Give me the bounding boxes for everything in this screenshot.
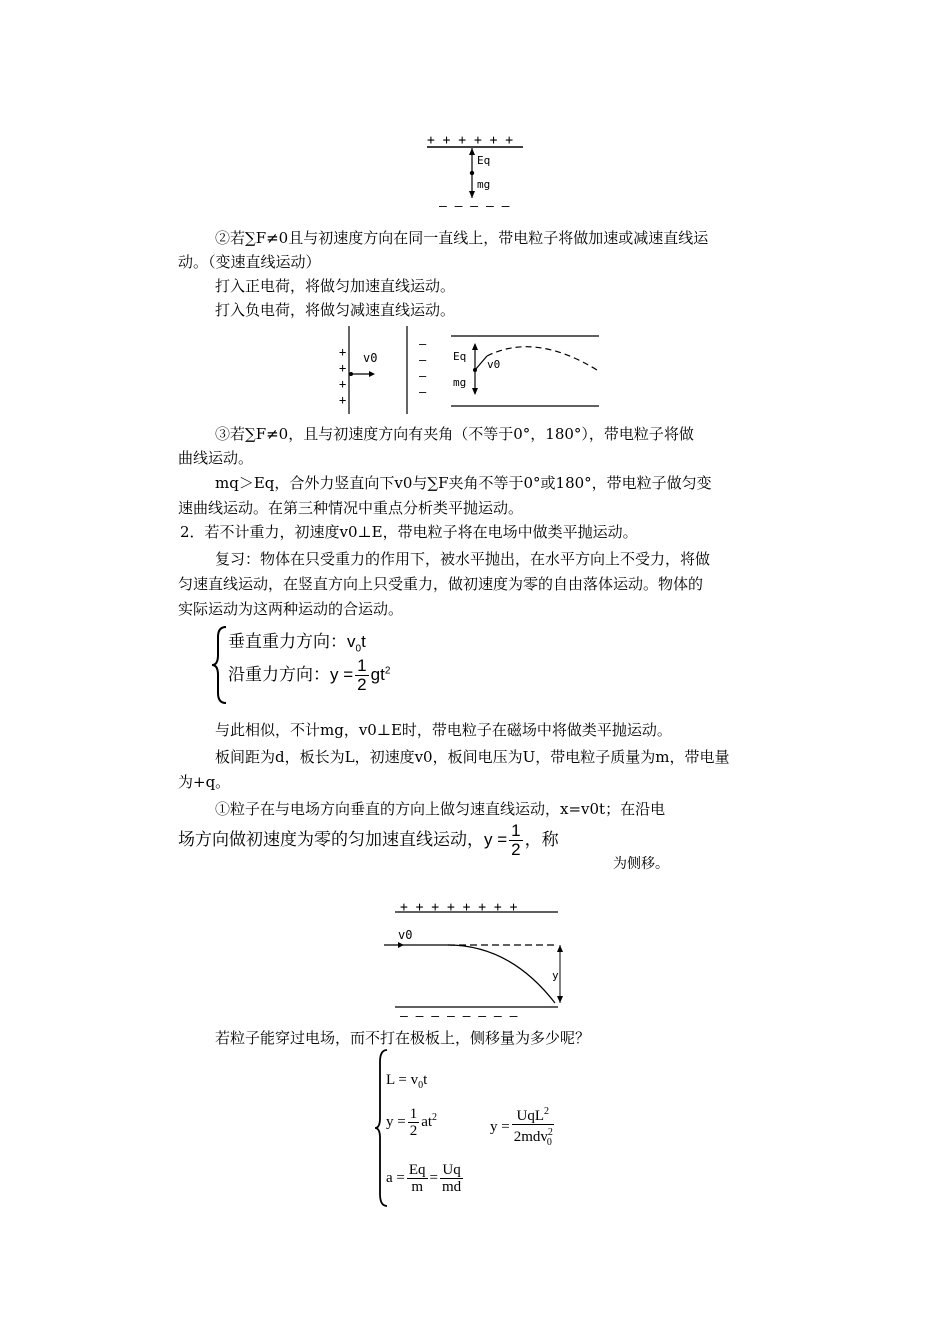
fig3-y-label: y bbox=[552, 969, 559, 982]
figure-accel-and-curve bbox=[335, 322, 615, 418]
para-params-line1: 板间距为d，板长为L，初速度v0，板间电压为U，带电粒子质量为m，带电量 bbox=[215, 748, 730, 766]
sys-res-den-sup: 2 bbox=[547, 1127, 553, 1138]
fig2-plus-3: + bbox=[339, 377, 347, 391]
sys-line-a bbox=[386, 1162, 465, 1195]
sys-res-num-sup: 2 bbox=[544, 1106, 550, 1117]
para-case2-line1: ②若∑F≠0且与初速度方向在同一直线上，带电粒子将做加速或减速直线运 bbox=[215, 229, 709, 247]
para-item2: 2．若不计重力，初速度v0⊥E，带电粒子将在电场中做类平抛运动。 bbox=[180, 523, 638, 541]
para-vertical-motion bbox=[178, 822, 559, 859]
para-review-line2: 匀速直线运动，在竖直方向上只受重力，做初速度为零的自由落体运动。物体的 bbox=[178, 575, 704, 593]
eq1-sub: 0 bbox=[355, 643, 362, 655]
equation-vertical bbox=[228, 657, 390, 694]
eq1-line1-text: 垂直重力方向： bbox=[228, 632, 347, 651]
equation-horizontal bbox=[228, 627, 366, 654]
para-question: 若粒子能穿过电场，而不打在极板上，侧移量为多少呢？ bbox=[215, 1029, 591, 1047]
eq1-num: 1 bbox=[357, 656, 367, 675]
sys-l1-t: t bbox=[423, 1072, 428, 1088]
fig2-eq-label: Eq bbox=[453, 350, 467, 363]
para-case3-line2: 曲线运动。 bbox=[178, 449, 254, 467]
fig2-minus-2: – bbox=[419, 353, 427, 367]
sys-l3-den2: md bbox=[442, 1179, 462, 1195]
eq1-sup: 2 bbox=[384, 665, 391, 677]
sys-line-L bbox=[386, 1072, 427, 1091]
fig2-v0-label-right: v0 bbox=[487, 358, 501, 371]
fig3-minus-charges: – – – – – – – – bbox=[400, 1009, 518, 1020]
fig1-mg-label: mg bbox=[477, 178, 491, 191]
fig1-plus-charges: + + + + + + bbox=[427, 133, 514, 148]
fig2-plus-1: + bbox=[339, 345, 347, 359]
sys-line-y bbox=[386, 1106, 437, 1139]
para-item-horizontal: ①粒子在与电场方向垂直的方向上做匀速直线运动，x=v0t；在沿电 bbox=[215, 800, 666, 818]
para-positive: 打入正电荷，将做匀加速直线运动。 bbox=[215, 277, 456, 295]
eq1-v: v bbox=[347, 632, 356, 651]
eq1-tail: gt bbox=[370, 664, 385, 684]
sys-res-lead: y = bbox=[490, 1118, 510, 1135]
fig2-minus-4: – bbox=[419, 385, 427, 399]
para-negative: 打入负电荷，将做匀减速直线运动。 bbox=[215, 301, 456, 319]
sys-l3-num2: Uq bbox=[440, 1162, 463, 1179]
para-case3b-line1: mq＞Eq，合外力竖直向下v0与∑F夹角不等于0°或180°，带电粒子做匀变 bbox=[215, 474, 712, 492]
sys-l2: y = bbox=[386, 1113, 406, 1130]
p6-den: 2 bbox=[511, 840, 521, 859]
p6-tail: ，称 bbox=[524, 829, 559, 849]
fig2-plus-4: + bbox=[339, 393, 347, 407]
figure-vertical-forces bbox=[425, 130, 525, 212]
sys-l3-num1: Eq bbox=[408, 1162, 426, 1178]
para-review-line1: 复习：物体在只受重力的作用下，被水平抛出，在水平方向上不受力，将做 bbox=[215, 550, 711, 568]
eq1-den: 2 bbox=[357, 675, 367, 694]
fig1-minus-charges: – – – – – bbox=[439, 199, 510, 212]
sys-l2-sup: 2 bbox=[432, 1111, 438, 1123]
sys-l3: a = bbox=[386, 1169, 405, 1186]
sys-result bbox=[490, 1104, 556, 1151]
fig2-plus-2: + bbox=[339, 361, 347, 375]
eq1-t: t bbox=[361, 632, 366, 651]
sys-res-num: UqL bbox=[516, 1108, 545, 1124]
sys-l1: L = v bbox=[386, 1072, 419, 1088]
para-case3-line1: ③若∑F≠0，且与初速度方向有夹角（不等于0°，180°），带电粒子将做 bbox=[215, 425, 694, 443]
fig1-eq-label: Eq bbox=[477, 154, 491, 167]
para-params-line2: 为+q。 bbox=[178, 773, 231, 791]
sys-l3-eq: = bbox=[429, 1169, 439, 1186]
p6-num: 1 bbox=[511, 821, 521, 840]
sys-l2-den: 2 bbox=[409, 1123, 418, 1139]
sys-l2-num: 1 bbox=[409, 1106, 418, 1122]
fig2-minus-1: – bbox=[419, 337, 427, 351]
fig2-v0-label: v0 bbox=[363, 351, 378, 365]
fig3-plus-charges: + + + + + + + + bbox=[400, 900, 518, 915]
brace-1 bbox=[210, 625, 230, 705]
fig2-minus-3: – bbox=[419, 369, 427, 383]
fig3-v0-label: v0 bbox=[398, 928, 413, 942]
eq1-line2-text: 沿重力方向：y = bbox=[228, 664, 354, 684]
sys-l1-sub: 0 bbox=[418, 1080, 424, 1091]
figure-deflection bbox=[380, 895, 580, 1020]
para-case3b-line2: 速曲线运动。在第三种情况中重点分析类平抛运动。 bbox=[178, 499, 524, 517]
para-side-shift: 为侧移。 bbox=[613, 856, 669, 872]
sys-l3-den1: m bbox=[411, 1179, 424, 1195]
sys-res-den-sub: 0 bbox=[546, 1137, 552, 1148]
fig2-mg-label: mg bbox=[453, 376, 467, 389]
p6-lead: 场方向做初速度为零的匀加速直线运动，y = bbox=[178, 829, 508, 849]
sys-l2-tail: at bbox=[421, 1113, 433, 1130]
para-review-line3: 实际运动为这两种运动的合运动。 bbox=[178, 600, 404, 618]
sys-res-den: 2mdv bbox=[513, 1129, 548, 1145]
para-similar: 与此相似，不计mg，v0⊥E时，带电粒子在磁场中将做类平抛运动。 bbox=[215, 721, 672, 739]
para-case2-line2: 动。（变速直线运动） bbox=[178, 253, 321, 271]
